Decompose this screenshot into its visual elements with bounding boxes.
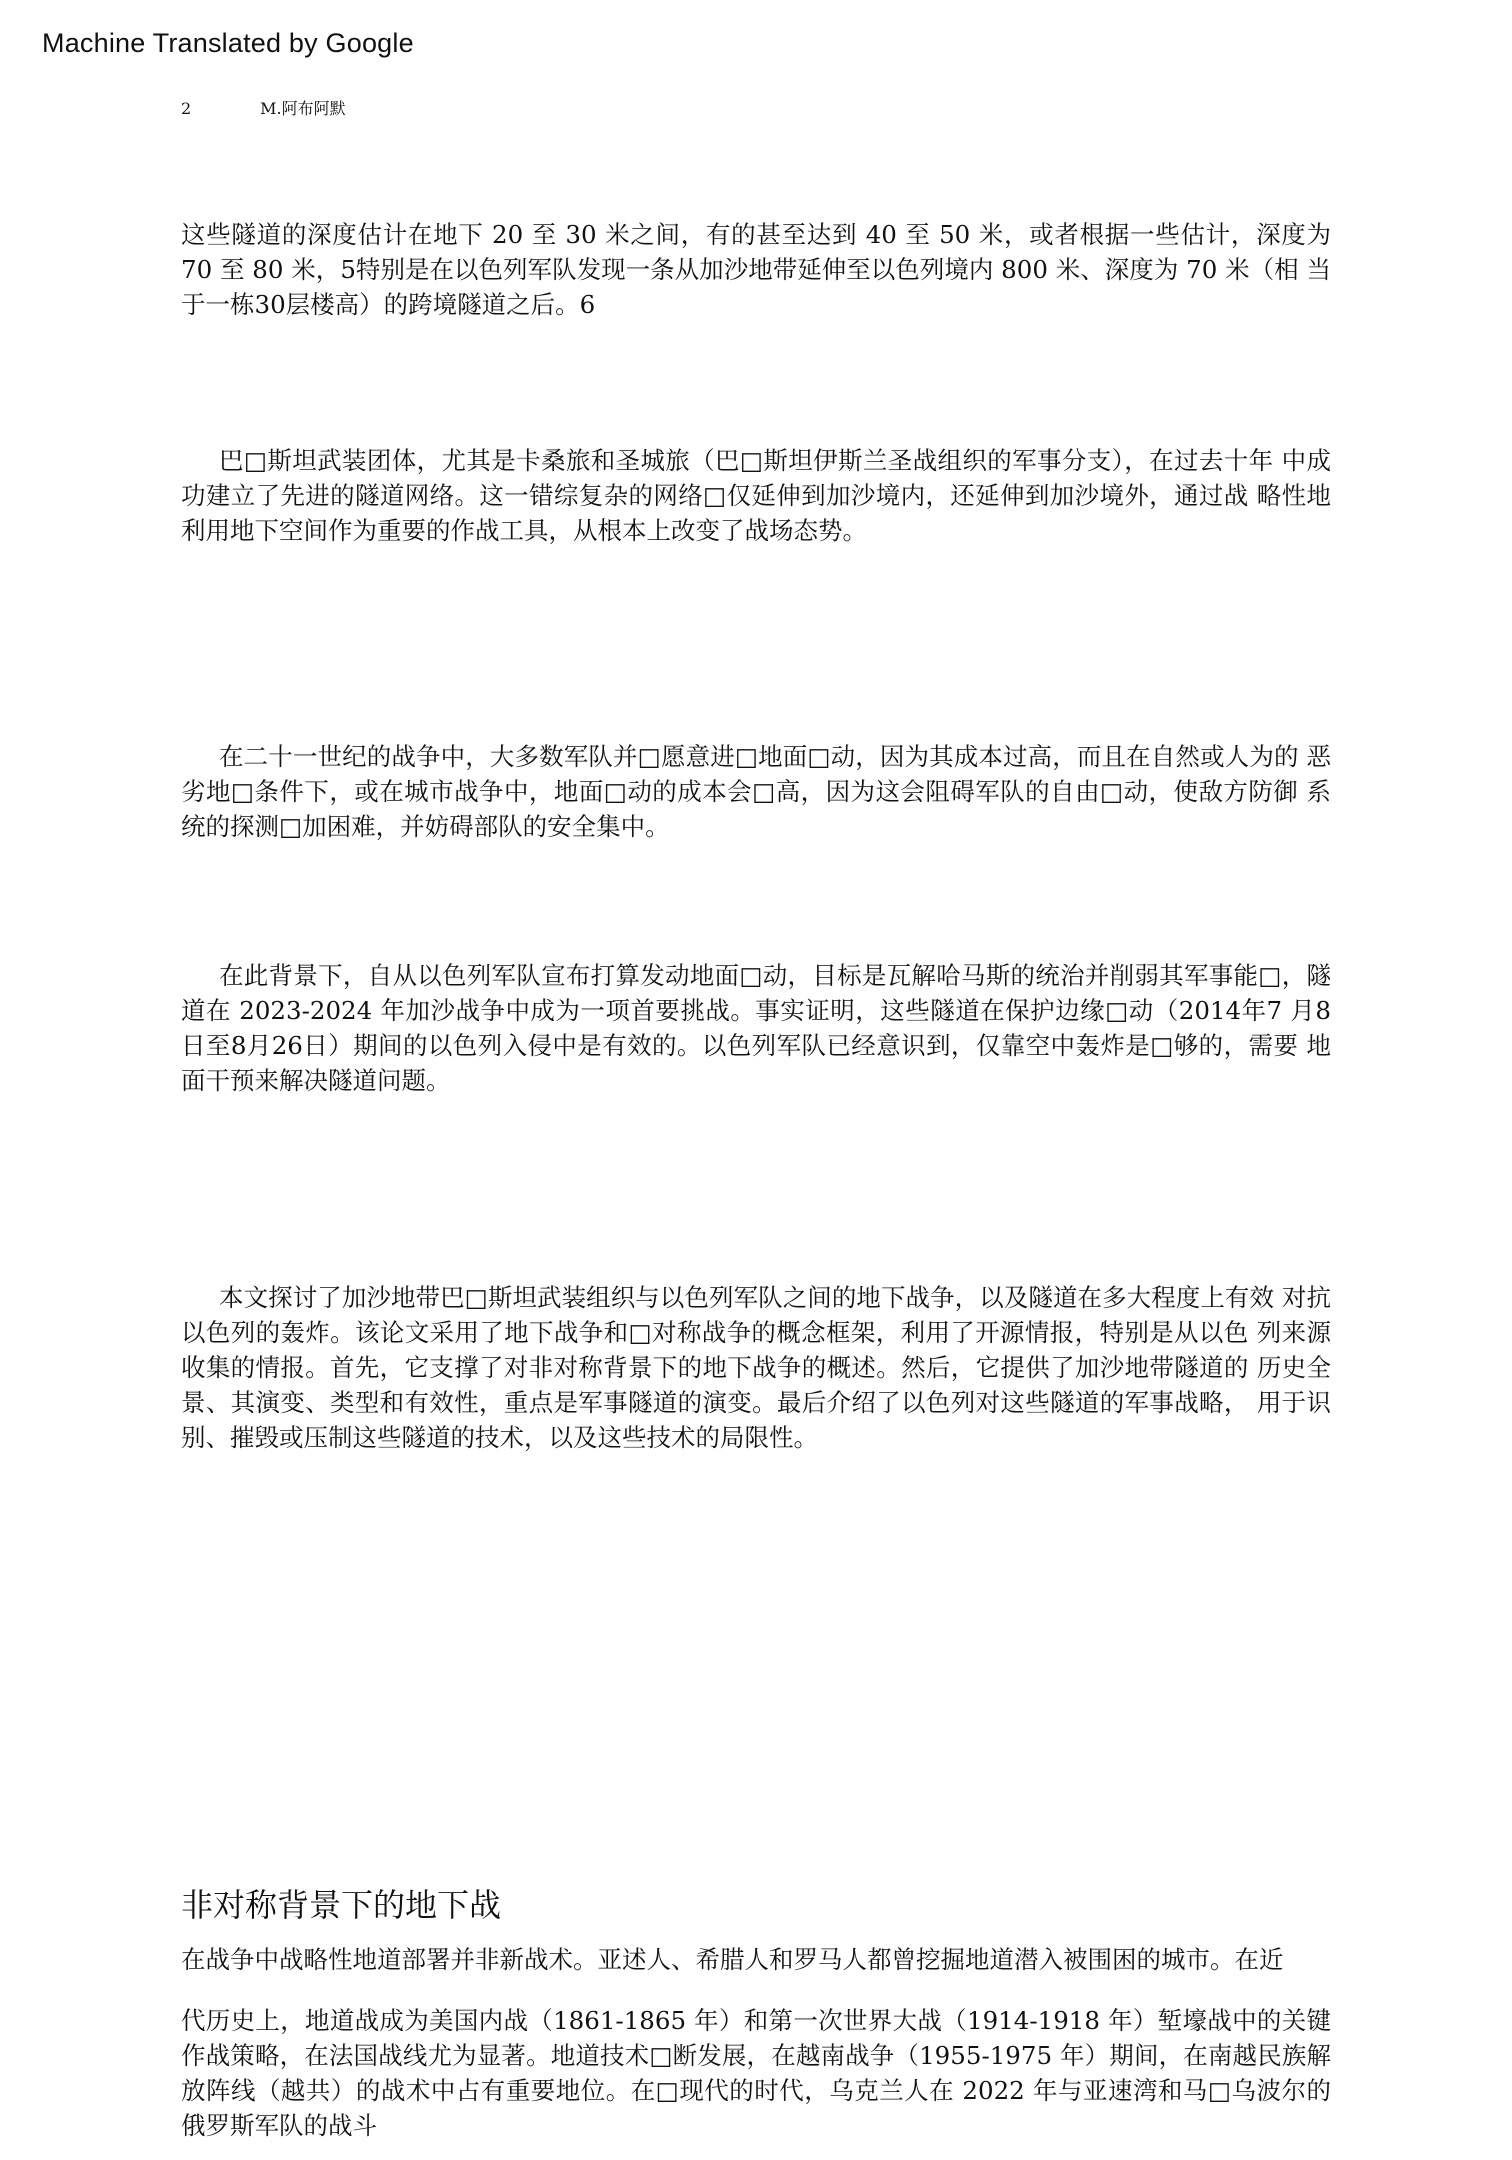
body-paragraph-3: 在二十一世纪的战争中，大多数军队并□愿意进□地面□动，因为其成本过高，而且在自然或人为的 恶劣地□条件下，或在城市战争中，地面□动的成本会□高，因为这会阻碍军队的自由□动，使敌方防御 系统的探测□加困难，并妨碍部队的安全集中。	[181, 742, 1331, 841]
machine-translation-banner: Machine Translated by Google	[42, 28, 414, 58]
page-number: 2	[181, 99, 192, 118]
body-paragraph-4: 在此背景下，自从以色列军队宣布打算发动地面□动，目标是瓦解哈马斯的统治并削弱其军事能□，隧道在 2023-2024 年加沙战争中成为一项首要挑战。事实证明，这些隧道在保护边缘□动（2014年7 月8日至8月26日）期间的以色列入侵中是有效的。以色列军队已经意识到，仅靠空中轰炸是□够的，需要 地面干预来解决隧道问题。	[181, 961, 1331, 1095]
section-heading: 非对称背景下的地下战	[181, 1886, 502, 1924]
running-head	[181, 96, 346, 119]
section-paragraph-1: 在战争中战略性地道部署并非新战术。亚述人、希腊人和罗马人都曾挖掘地道潜入被围困的城市。在近	[181, 1945, 1284, 1974]
body-paragraph-5: 本文探讨了加沙地带巴□斯坦武装组织与以色列军队之间的地下战争，以及隧道在多大程度上有效 对抗以色列的轰炸。该论文采用了地下战争和□对称战争的概念框架，利用了开源情报，特别是从以色 列来源收集的情报。首先，它支撑了对非对称背景下的地下战争的概述。然后，它提供了加沙地带隧道的 历史全景、其演变、类型和有效性，重点是军事隧道的演变。最后介绍了以色列对这些隧道的军事战略， 用于识别、摧毁或压制这些隧道的技术，以及这些技术的局限性。	[181, 1283, 1331, 1452]
section-paragraph-2: 代历史上，地道战成为美国内战（1861-1865 年）和第一次世界大战（1914-1918 年）堑壕战中的关键 作战策略，在法国战线尤为显著。地道技术□断发展，在越南战争（1955-1975 年）期间，在南越民族解 放阵线（越共）的战术中占有重要地位。在□现代的时代，乌克兰人在 2022 年与亚速湾和马□乌波尔的 俄罗斯军队的战斗	[181, 2006, 1331, 2140]
body-paragraph-2: 巴□斯坦武装团体，尤其是卡桑旅和圣城旅（巴□斯坦伊斯兰圣战组织的军事分支），在过去十年 中成功建立了先进的隧道网络。这一错综复杂的网络□仅延伸到加沙境内，还延伸到加沙境外，通过战 略性地利用地下空间作为重要的作战工具，从根本上改变了战场态势。	[181, 446, 1331, 545]
running-head-author: M.阿布阿默	[260, 99, 346, 118]
body-paragraph-1: 这些隧道的深度估计在地下 20 至 30 米之间，有的甚至达到 40 至 50 米，或者根据一些估计，深度为 70 至 80 米，5特别是在以色列军队发现一条从加沙地带延伸至以色列境内 800 米、深度为 70 米（相 当于一栋30层楼高）的跨境隧道之后。6	[181, 220, 1331, 319]
